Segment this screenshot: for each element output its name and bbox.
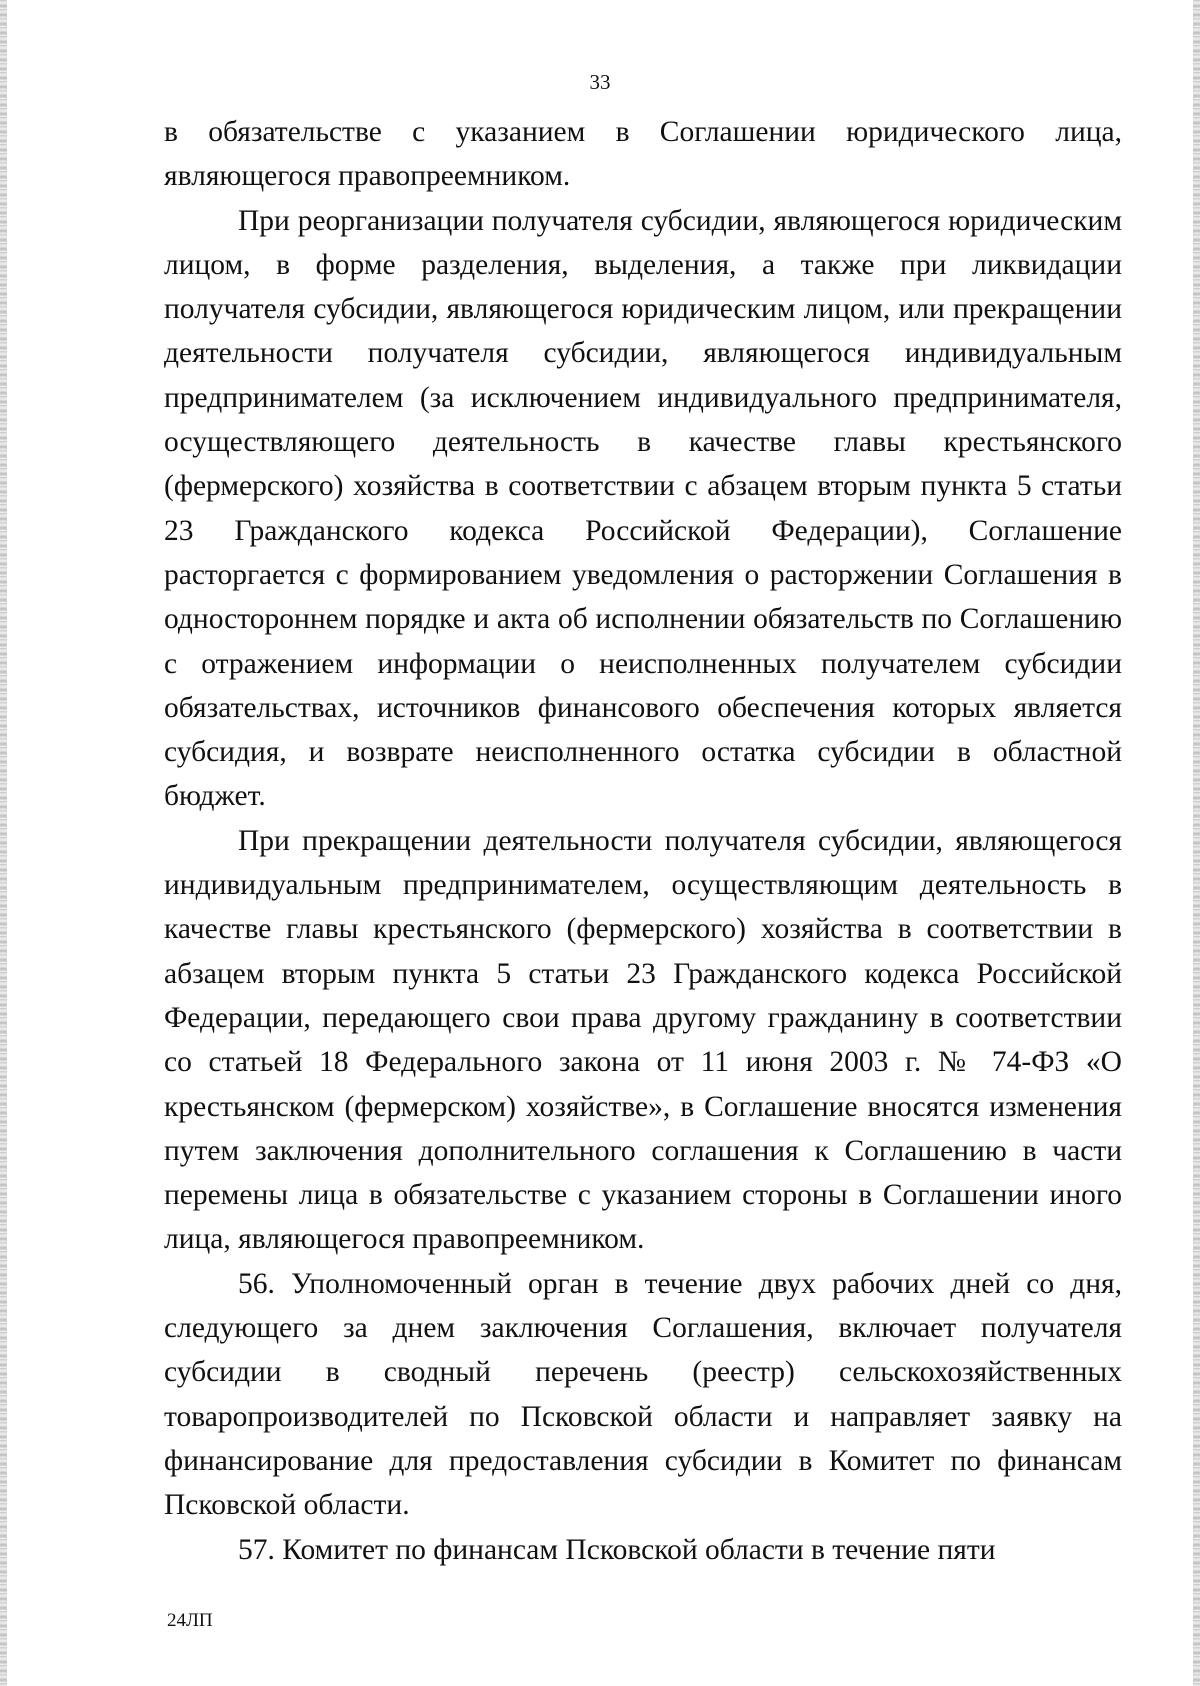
paragraph-continuation: в обязательстве с указанием в Соглашении юридического лица, являющегося правопреемником. (164, 116, 1122, 193)
footer-document-code: 24ЛП (167, 1610, 213, 1631)
paragraph-reorganization: При реорганизации получателя субсидии, являющегося юридическим лицом, в форме разделения, выделения, а также при ликвидации получателя субсидии, являющегося юридическим лицом, или прекращении деятельности получателя субсидии, являющегося индивидуальным предпринимателем (за исключением индивидуального предпринимателя, осуществляющего деятельность в качестве главы крестьянского (фермерского) хозяйства в соответствии с абзацем вторым пункта 5 статьи 23 Гражданского кодекса Российской Федерации), Соглашение расторгается с формированием уведомления о расторжении Соглашения в одностороннем порядке и акта об исполнении обязательств по Соглашению с отражением информации о неисполненных получателем субсидии обязательствах, источников финансового обеспечения которых является субсидия, и возврате неисполненного остатка субсидии в областной бюджет. (164, 204, 1122, 813)
document-body (164, 110, 1122, 1572)
page-number: 33 (589, 70, 611, 94)
scan-edge-left (0, 0, 7, 1686)
paragraph-56: 56. Уполномоченный орган в течение двух рабочих дней со дня, следующего за днем заключения Соглашения, включает получателя субсидии в сводный перечень (реестр) сельскохозяйственных товаропроизводителей по Псковской области и направляет заявку на финансирование для предоставления субсидии в Комитет по финансам Псковской области. (164, 1267, 1122, 1522)
paragraph-termination-of-activity: При прекращении деятельности получателя субсидии, являющегося индивидуальным предпринимателем, осуществляющим деятельность в качестве главы крестьянского (фермерского) хозяйства в соответствии в абзацем вторым пункта 5 статьи 23 Гражданского кодекса Российской Федерации, передающего свои права другому гражданину в соответствии со статьей 18 Федерального закона от 11 июня 2003 г. № 74-ФЗ «О крестьянском (фермерском) хозяйстве», в Соглашение вносятся изменения путем заключения дополнительного соглашения к Соглашению в части перемены лица в обязательстве с указанием стороны в Соглашении иного лица, являющегося правопреемником. (164, 824, 1122, 1256)
paragraph-57: 57. Комитет по финансам Псковской области в течение пяти (238, 1533, 996, 1566)
scan-edge-right (1193, 0, 1200, 1686)
